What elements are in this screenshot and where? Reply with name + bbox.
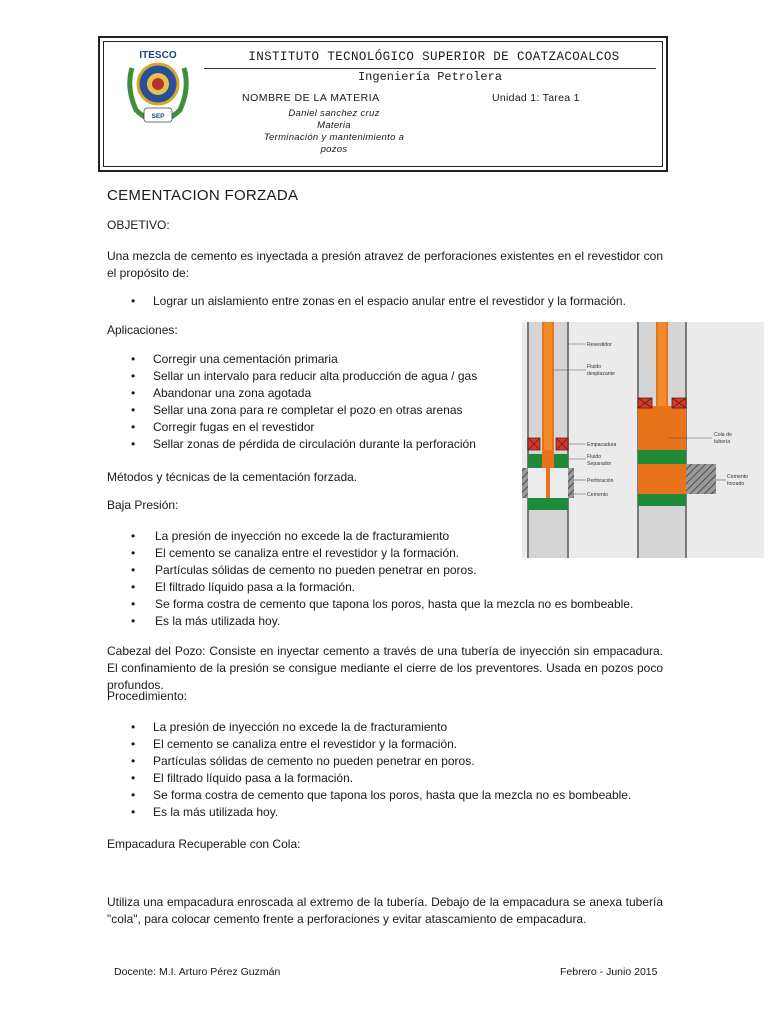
label-cola-1: Cola de [714, 432, 732, 438]
list-item: • Lograr un aislamiento entre zonas en el espacio anular entre el revestidor y la formación. [107, 293, 626, 310]
applications-list [107, 351, 477, 453]
header-box [98, 36, 668, 172]
label-empacadura: Empacadura [587, 442, 617, 448]
left-well [522, 322, 574, 558]
purpose-list [107, 293, 626, 310]
packer-heading: Empacadura Recuperable con Cola: [107, 837, 301, 851]
list-item: • Corregir una cementación primaria [107, 351, 477, 368]
list-item: • Se forma costra de cemento que tapona los poros, hasta que la mezcla no es bombeable. [107, 787, 631, 804]
label-fluido-2: desplazante [587, 371, 615, 377]
list-item: • La presión de inyección no excede la de fracturamiento [107, 719, 631, 736]
footer-period: Febrero - Junio 2015 [560, 966, 658, 978]
course-line-1: Terminación y mantenimiento a [263, 132, 405, 143]
institute-name: INSTITUTO TECNOLÓGICO SUPERIOR DE COATZACOALCOS [248, 50, 620, 64]
label-separador-1: Fluido [587, 454, 602, 460]
list-item: • Es la más utilizada hoy. [107, 613, 633, 630]
list-item: • Abandonar una zona agotada [107, 385, 477, 402]
career-name: Ingeniería Petrolera [357, 70, 503, 84]
header-inner-border [103, 41, 663, 167]
list-item: • Sellar una zona para re completar el pozo en otras arenas [107, 402, 477, 419]
list-item: • El filtrado líquido pasa a la formación. [107, 770, 631, 787]
wellhead-text: Cabezal del Pozo: Consiste en inyectar cemento a través de una tubería de inyección sin empacadura. El confinamiento de la presión se consigue mediante el cierre de los preventores. Usada en pozos poco profundos. [107, 644, 663, 692]
student-name: Daniel sanchez cruz [288, 108, 380, 119]
svg-text:ITESCO: ITESCO [139, 50, 177, 61]
methods-heading: Métodos y técnicas de la cementación forzada. [107, 470, 358, 484]
label-revestidor: Revestidor [587, 342, 612, 348]
list-item: • Sellar zonas de pérdida de circulación durante la perforación [107, 436, 477, 453]
author-block [234, 108, 434, 156]
objective-text: Una mezcla de cemento es inyectada a presión atravez de perforaciones existentes en el revestidor con el propósito de: [107, 249, 663, 280]
itesco-logo [122, 48, 194, 130]
label-perforacion: Perforación [587, 478, 614, 484]
label-cemento: Cemento [587, 492, 609, 498]
footer-teacher: Docente: M.I. Arturo Pérez Guzmán [114, 966, 281, 978]
cementing-diagram [522, 322, 764, 558]
document-title: CEMENTACION FORZADA [107, 187, 299, 204]
list-item: • Es la más utilizada hoy. [107, 804, 631, 821]
list-item: • Se forma costra de cemento que tapona los poros, hasta que la mezcla no es bombeable. [107, 596, 633, 613]
list-item: • La presión de inyección no excede la de fracturamiento [107, 528, 633, 545]
list-item: • Partículas sólidas de cemento no pueden penetrar en poros. [107, 753, 631, 770]
procedure-heading: Procedimiento: [107, 689, 188, 703]
list-item: • Corregir fugas en el revestidor [107, 419, 477, 436]
list-item: • Partículas sólidas de cemento no pueden penetrar en poros. [107, 562, 633, 579]
packer-text: Utiliza una empacadura enroscada al extremo de la tubería. Debajo de la empacadura se anexa tubería "cola", para colocar cemento frente a perforaciones y evitar atascamiento de empacadura. [107, 895, 663, 926]
svg-text:SEP: SEP [151, 113, 165, 120]
procedure-list [107, 719, 631, 821]
list-item: • Sellar un intervalo para reducir alta producción de agua / gas [107, 368, 477, 385]
label-cola-2: tubería [714, 439, 731, 445]
applications-heading: Aplicaciones: [107, 323, 178, 337]
list-item: • El filtrado líquido pasa a la formación. [107, 579, 633, 596]
objective-heading: OBJETIVO: [107, 218, 170, 232]
subject-label: NOMBRE DE LA MATERIA [242, 92, 380, 104]
course-line-2: pozos [320, 144, 348, 155]
label-forzado-2: forzado [727, 481, 745, 487]
list-item: • El cemento se canaliza entre el revestidor y la formación. [107, 545, 633, 562]
label-forzado-1: Cemento [727, 474, 749, 480]
low-pressure-heading: Baja Presión: [107, 498, 179, 512]
list-item: • El cemento se canaliza entre el revestidor y la formación. [107, 736, 631, 753]
unit-label: Unidad 1: Tarea 1 [492, 92, 580, 104]
header-divider [204, 68, 656, 69]
label-separador-2: Separador [587, 461, 612, 467]
label-fluido-1: Fluido [587, 364, 602, 370]
materia-label: Materia [317, 120, 351, 131]
